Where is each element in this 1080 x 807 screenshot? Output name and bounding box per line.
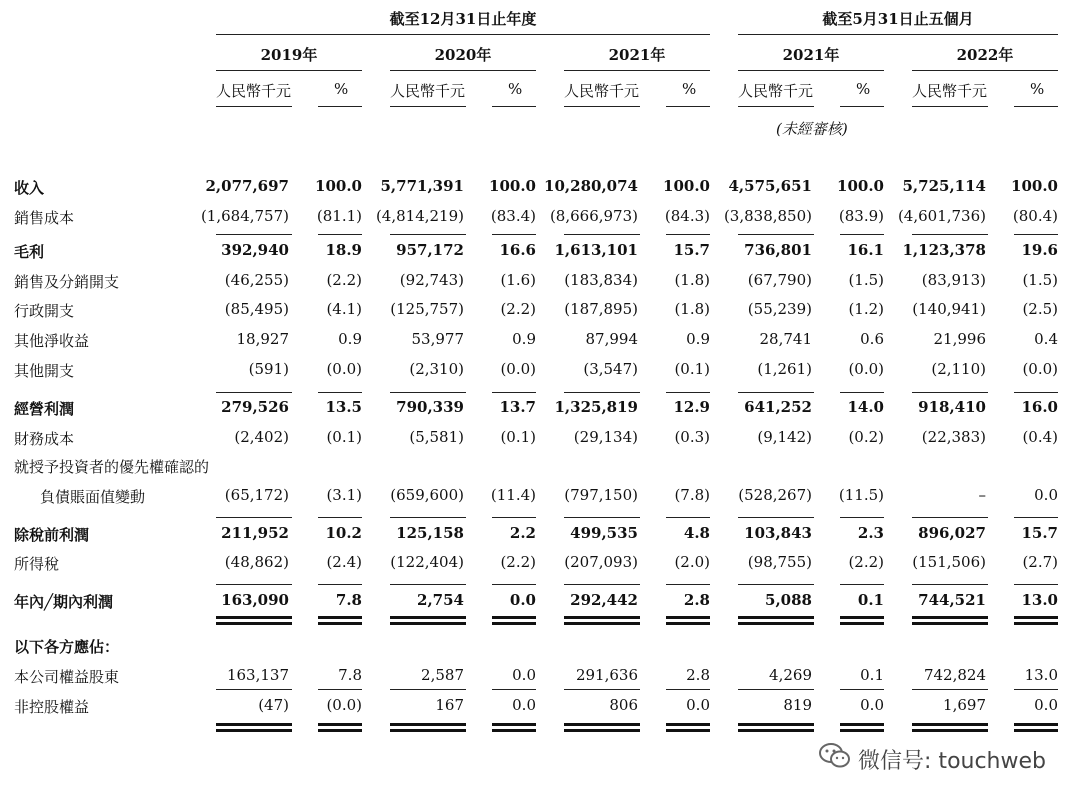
percent-cell: (7.8)	[674, 486, 710, 504]
amount-cell: (48,862)	[224, 553, 289, 571]
subtotal-rule	[840, 689, 884, 690]
percent-cell: 13.0	[1021, 591, 1058, 609]
total-double-rule	[912, 616, 988, 625]
percent-cell: (2.2)	[848, 553, 884, 571]
amount-cell: 5,725,114	[902, 177, 986, 195]
amount-cell: 103,843	[744, 524, 812, 542]
percent-cell: (2.5)	[1022, 300, 1058, 318]
row-label: 本公司權益股東	[14, 668, 120, 686]
amount-cell: 5,088	[765, 591, 812, 609]
percent-cell: (0.4)	[1022, 428, 1058, 446]
percent-cell: (11.4)	[490, 486, 536, 504]
total-double-rule	[318, 723, 362, 732]
subtotal-rule	[390, 689, 466, 690]
subtotal-rule	[912, 517, 988, 518]
percent-cell: (80.4)	[1012, 207, 1058, 225]
percent-cell: 2.3	[857, 524, 884, 542]
amount-cell: 2,587	[421, 666, 464, 684]
amount-cell: 5,771,391	[380, 177, 464, 195]
subtotal-rule	[912, 584, 988, 585]
percent-cell: 100.0	[837, 177, 884, 195]
subtotal-rule	[318, 517, 362, 518]
amount-cell: (659,600)	[390, 486, 464, 504]
total-double-rule	[216, 616, 292, 625]
row-label: 銷售及分銷開支	[14, 273, 120, 291]
percent-cell: (1.5)	[1022, 271, 1058, 289]
amount-cell: (3,838,850)	[723, 207, 812, 225]
subtotal-rule	[216, 584, 292, 585]
total-double-rule	[390, 616, 466, 625]
percent-cell: 16.1	[847, 241, 884, 259]
row-label: 財務成本	[14, 430, 75, 448]
unit-percent-label: %	[856, 80, 871, 98]
amount-cell: (1,684,757)	[200, 207, 289, 225]
percent-cell: 0.0	[509, 591, 536, 609]
subtotal-rule	[318, 234, 362, 235]
subtotal-rule	[318, 392, 362, 393]
year-header-2021: 2021年	[608, 46, 666, 64]
subtotal-rule	[216, 517, 292, 518]
percent-cell: (1.8)	[674, 271, 710, 289]
amount-cell: (83,913)	[921, 271, 986, 289]
percent-cell: 0.6	[860, 330, 884, 348]
row-label: 負債賬面值變動	[40, 488, 146, 506]
unit-currency-label: 人民幣千元	[564, 82, 640, 100]
percent-cell: 18.9	[325, 241, 362, 259]
unit-currency-label: 人民幣千元	[216, 82, 292, 100]
total-double-rule	[912, 723, 988, 732]
amount-cell: (92,743)	[399, 271, 464, 289]
subtotal-rule	[492, 392, 536, 393]
percent-cell: 0.0	[512, 666, 536, 684]
percent-cell: (83.4)	[490, 207, 536, 225]
year-rule	[738, 70, 884, 71]
percent-cell: 100.0	[489, 177, 536, 195]
percent-cell: 0.9	[338, 330, 362, 348]
amount-cell: 392,940	[221, 241, 289, 259]
amount-cell: (2,402)	[234, 428, 289, 446]
percent-cell: (2.4)	[326, 553, 362, 571]
subtotal-rule	[840, 392, 884, 393]
amount-cell: 918,410	[918, 398, 986, 416]
percent-cell: (0.1)	[326, 428, 362, 446]
amount-cell: 21,996	[933, 330, 986, 348]
amount-cell: 167	[435, 696, 464, 714]
subtotal-rule	[216, 234, 292, 235]
amount-cell: (4,601,736)	[897, 207, 986, 225]
percent-cell: (0.2)	[848, 428, 884, 446]
unit-percent-label: %	[1030, 80, 1045, 98]
amount-cell: (67,790)	[747, 271, 812, 289]
amount-cell: 806	[609, 696, 638, 714]
amount-cell: (5,581)	[409, 428, 464, 446]
unit-percent-label: %	[682, 80, 697, 98]
subtotal-rule	[738, 392, 814, 393]
year-header-2020: 2020年	[434, 46, 492, 64]
subtotal-rule	[564, 517, 640, 518]
percent-cell: 0.4	[1034, 330, 1058, 348]
unit-currency-label: 人民幣千元	[390, 82, 466, 100]
percent-cell: 0.0	[512, 696, 536, 714]
percent-cell: 0.0	[1034, 486, 1058, 504]
subtotal-rule	[564, 234, 640, 235]
unit-percent-label: %	[508, 80, 523, 98]
year-rule	[564, 70, 710, 71]
amount-cell: 163,137	[226, 666, 289, 684]
amount-cell: (207,093)	[564, 553, 638, 571]
amount-cell: 2,077,697	[205, 177, 289, 195]
row-label: 行政開支	[14, 302, 75, 320]
unit-rule	[1014, 106, 1058, 107]
amount-cell: (55,239)	[747, 300, 812, 318]
percent-cell: 0.0	[686, 696, 710, 714]
row-label: 就授予投資者的優先權確認的	[14, 458, 210, 476]
amount-cell: 18,927	[236, 330, 289, 348]
subtotal-rule	[666, 517, 710, 518]
amount-cell: 742,824	[923, 666, 986, 684]
subtotal-rule	[666, 234, 710, 235]
percent-cell: (81.1)	[316, 207, 362, 225]
amount-cell: (2,310)	[409, 360, 464, 378]
total-double-rule	[564, 616, 640, 625]
amount-cell: (187,895)	[564, 300, 638, 318]
percent-cell: (1.8)	[674, 300, 710, 318]
percent-cell: (2.2)	[500, 300, 536, 318]
subtotal-rule	[564, 392, 640, 393]
amount-cell: 736,801	[744, 241, 812, 259]
subtotal-rule	[840, 234, 884, 235]
amount-cell: 499,535	[570, 524, 638, 542]
year-rule	[912, 70, 1058, 71]
percent-cell: (4.1)	[326, 300, 362, 318]
amount-cell: (4,814,219)	[375, 207, 464, 225]
amount-cell: (797,150)	[564, 486, 638, 504]
subtotal-rule	[318, 689, 362, 690]
subtotal-rule	[390, 234, 466, 235]
amount-cell: (47)	[258, 696, 289, 714]
total-double-rule	[666, 723, 710, 732]
amount-cell: 1,613,101	[554, 241, 638, 259]
subtotal-rule	[492, 689, 536, 690]
amount-cell: (528,267)	[738, 486, 812, 504]
percent-cell: 14.0	[847, 398, 884, 416]
amount-cell: 2,754	[417, 591, 464, 609]
percent-cell: (0.1)	[674, 360, 710, 378]
amount-cell: (140,941)	[912, 300, 986, 318]
amount-cell: (98,755)	[747, 553, 812, 571]
percent-cell: (1.2)	[848, 300, 884, 318]
percent-cell: 4.8	[683, 524, 710, 542]
percent-cell: 15.7	[673, 241, 710, 259]
percent-cell: (0.0)	[500, 360, 536, 378]
percent-cell: (2.2)	[326, 271, 362, 289]
total-double-rule	[738, 723, 814, 732]
subtotal-rule	[564, 689, 640, 690]
subtotal-rule	[912, 392, 988, 393]
amount-cell: (151,506)	[912, 553, 986, 571]
percent-cell: (1.5)	[848, 271, 884, 289]
wechat-icon	[818, 742, 852, 776]
subtotal-rule	[666, 392, 710, 393]
percent-cell: 19.6	[1021, 241, 1058, 259]
percent-cell: (11.5)	[838, 486, 884, 504]
percent-cell: 100.0	[1011, 177, 1058, 195]
amount-cell: (125,757)	[390, 300, 464, 318]
subtotal-rule	[318, 584, 362, 585]
percent-cell: (2.2)	[500, 553, 536, 571]
total-double-rule	[840, 723, 884, 732]
amount-cell: 819	[783, 696, 812, 714]
unit-rule	[492, 106, 536, 107]
percent-cell: (2.0)	[674, 553, 710, 571]
percent-cell: 13.5	[325, 398, 362, 416]
percent-cell: 0.0	[860, 696, 884, 714]
subtotal-rule	[912, 234, 988, 235]
percent-cell: 0.9	[686, 330, 710, 348]
subtotal-rule	[840, 584, 884, 585]
percent-cell: 10.2	[325, 524, 362, 542]
total-double-rule	[216, 723, 292, 732]
amount-cell: (85,495)	[224, 300, 289, 318]
total-double-rule	[840, 616, 884, 625]
header-full-year-rule	[216, 34, 710, 35]
percent-cell: (1.6)	[500, 271, 536, 289]
percent-cell: 2.8	[683, 591, 710, 609]
amount-cell: (183,834)	[564, 271, 638, 289]
amount-cell: 211,952	[221, 524, 289, 542]
year-header-2022-5m: 2022年	[956, 46, 1014, 64]
row-label: 其他淨收益	[14, 332, 90, 350]
percent-cell: 100.0	[315, 177, 362, 195]
percent-cell: 100.0	[663, 177, 710, 195]
amount-cell: (2,110)	[931, 360, 986, 378]
total-double-rule	[738, 616, 814, 625]
row-label: 收入	[14, 179, 45, 197]
percent-cell: (84.3)	[664, 207, 710, 225]
amount-cell: (3,547)	[583, 360, 638, 378]
percent-cell: 2.2	[509, 524, 536, 542]
total-double-rule	[1014, 723, 1058, 732]
total-double-rule	[318, 616, 362, 625]
subtotal-rule	[738, 517, 814, 518]
amount-cell: 53,977	[411, 330, 464, 348]
amount-cell: (1,261)	[757, 360, 812, 378]
unaudited-note: (未經審核)	[776, 120, 848, 138]
percent-cell: (0.0)	[848, 360, 884, 378]
unit-rule	[390, 106, 466, 107]
amount-cell: (22,383)	[921, 428, 986, 446]
amount-cell: 790,339	[396, 398, 464, 416]
unit-rule	[840, 106, 884, 107]
amount-cell: 896,027	[918, 524, 986, 542]
subtotal-rule	[1014, 234, 1058, 235]
row-label: 其他開支	[14, 362, 75, 380]
subtotal-rule	[912, 689, 988, 690]
amount-cell: 292,442	[570, 591, 638, 609]
percent-cell: 2.8	[686, 666, 710, 684]
subtotal-rule	[492, 234, 536, 235]
percent-cell: 13.0	[1024, 666, 1058, 684]
subtotal-rule	[666, 689, 710, 690]
percent-cell: 12.9	[673, 398, 710, 416]
amount-cell: (9,142)	[757, 428, 812, 446]
subtotal-rule	[216, 689, 292, 690]
percent-cell: (0.3)	[674, 428, 710, 446]
percent-cell: (0.0)	[326, 696, 362, 714]
subtotal-rule	[1014, 392, 1058, 393]
unit-rule	[216, 106, 292, 107]
row-label: 以下各方應佔：	[14, 638, 120, 656]
row-label: 年內╱期內利潤	[14, 593, 114, 611]
percent-cell: 16.0	[1021, 398, 1058, 416]
percent-cell: (2.7)	[1022, 553, 1058, 571]
unit-rule	[318, 106, 362, 107]
amount-cell: (65,172)	[224, 486, 289, 504]
header-five-months: 截至5月31日止五個月	[822, 10, 974, 28]
total-double-rule	[1014, 616, 1058, 625]
row-label: 所得稅	[14, 555, 60, 573]
percent-cell: 15.7	[1021, 524, 1058, 542]
row-label: 除稅前利潤	[14, 526, 90, 544]
amount-cell: 4,575,651	[728, 177, 812, 195]
header-full-year: 截至12月31日止年度	[389, 10, 537, 28]
subtotal-rule	[492, 517, 536, 518]
subtotal-rule	[1014, 689, 1058, 690]
subtotal-rule	[492, 584, 536, 585]
amount-cell: 163,090	[221, 591, 289, 609]
amount-cell: 4,269	[769, 666, 812, 684]
subtotal-rule	[738, 584, 814, 585]
amount-cell: (591)	[248, 360, 289, 378]
watermark	[858, 744, 1046, 775]
year-header-2021-5m: 2021年	[782, 46, 840, 64]
subtotal-rule	[840, 517, 884, 518]
unit-rule	[564, 106, 640, 107]
subtotal-rule	[738, 689, 814, 690]
subtotal-rule	[390, 517, 466, 518]
amount-cell: 1,123,378	[902, 241, 986, 259]
subtotal-rule	[390, 584, 466, 585]
amount-cell: 279,526	[221, 398, 289, 416]
amount-cell: (122,404)	[390, 553, 464, 571]
percent-cell: 16.6	[499, 241, 536, 259]
amount-cell: (8,666,973)	[549, 207, 638, 225]
amount-cell: 10,280,074	[544, 177, 638, 195]
percent-cell: 7.8	[338, 666, 362, 684]
percent-cell: (83.9)	[838, 207, 884, 225]
row-label: 毛利	[14, 243, 45, 261]
year-rule	[390, 70, 536, 71]
amount-cell: 87,994	[585, 330, 638, 348]
header-five-months-rule	[738, 34, 1058, 35]
percent-cell: (0.0)	[1022, 360, 1058, 378]
amount-cell: (46,255)	[224, 271, 289, 289]
subtotal-rule	[738, 234, 814, 235]
subtotal-rule	[666, 584, 710, 585]
year-header-2019: 2019年	[260, 46, 318, 64]
row-label: 銷售成本	[14, 209, 75, 227]
amount-cell: 1,325,819	[554, 398, 638, 416]
subtotal-rule	[564, 584, 640, 585]
subtotal-rule	[216, 392, 292, 393]
unit-rule	[666, 106, 710, 107]
unit-rule	[738, 106, 814, 107]
subtotal-rule	[1014, 584, 1058, 585]
amount-cell: –	[978, 486, 986, 504]
subtotal-rule	[390, 392, 466, 393]
percent-cell: (0.1)	[500, 428, 536, 446]
percent-cell: (0.0)	[326, 360, 362, 378]
percent-cell: (3.1)	[326, 486, 362, 504]
unit-currency-label: 人民幣千元	[738, 82, 814, 100]
percent-cell: 7.8	[335, 591, 362, 609]
subtotal-rule	[1014, 517, 1058, 518]
unit-percent-label: %	[334, 80, 349, 98]
total-double-rule	[390, 723, 466, 732]
amount-cell: 1,697	[943, 696, 986, 714]
amount-cell: 291,636	[575, 666, 638, 684]
amount-cell: 641,252	[744, 398, 812, 416]
amount-cell: (29,134)	[573, 428, 638, 446]
percent-cell: 0.0	[1034, 696, 1058, 714]
total-double-rule	[564, 723, 640, 732]
amount-cell: 957,172	[396, 241, 464, 259]
percent-cell: 0.1	[860, 666, 884, 684]
amount-cell: 125,158	[396, 524, 464, 542]
percent-cell: 0.1	[857, 591, 884, 609]
year-rule	[216, 70, 362, 71]
total-double-rule	[492, 616, 536, 625]
unit-currency-label: 人民幣千元	[912, 82, 988, 100]
row-label: 非控股權益	[14, 698, 90, 716]
amount-cell: 28,741	[759, 330, 812, 348]
percent-cell: 0.9	[512, 330, 536, 348]
amount-cell: 744,521	[918, 591, 986, 609]
percent-cell: 13.7	[499, 398, 536, 416]
total-double-rule	[492, 723, 536, 732]
total-double-rule	[666, 616, 710, 625]
unit-rule	[912, 106, 988, 107]
watermark-text: 微信号: touchweb	[858, 749, 1046, 774]
row-label: 經營利潤	[14, 400, 75, 418]
